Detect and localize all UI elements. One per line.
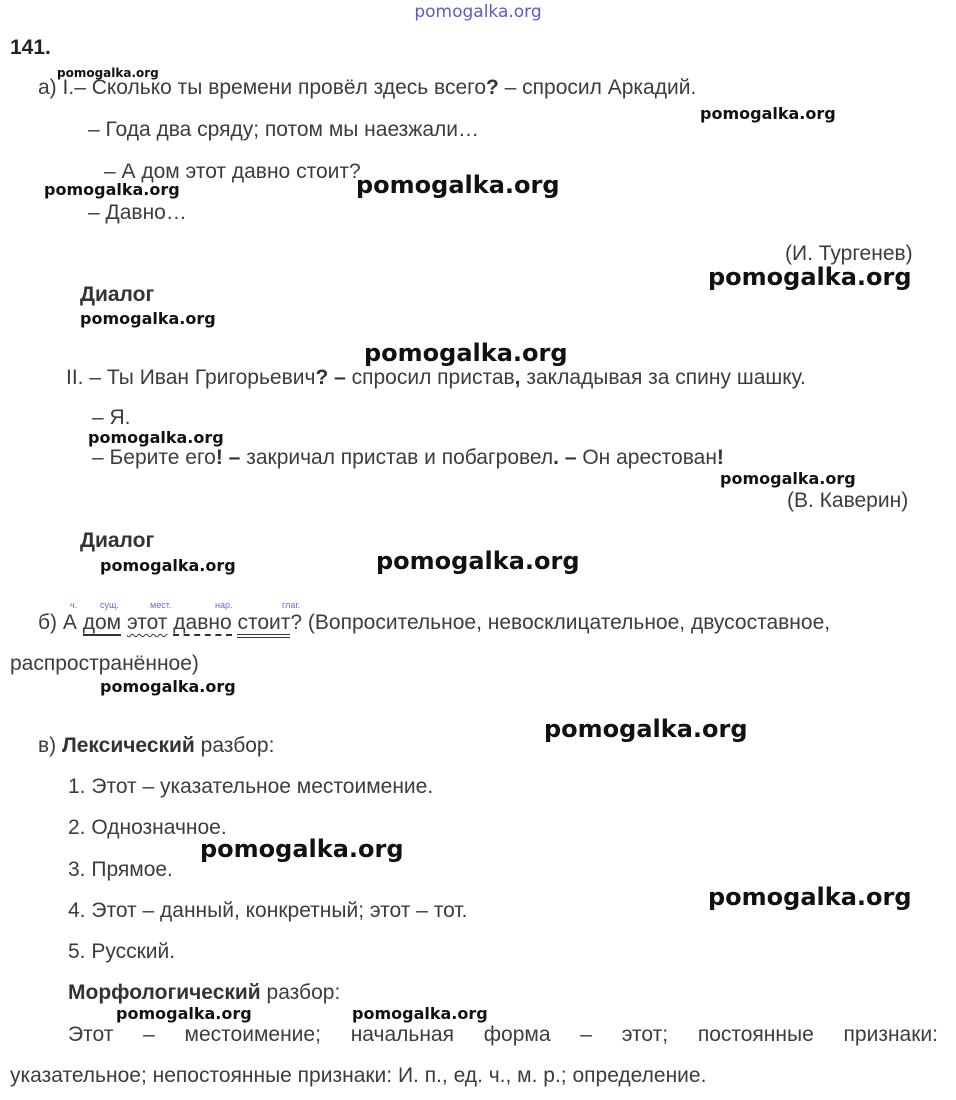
dialog2-line3-b: ! –	[215, 446, 241, 469]
part-b-question: ?	[290, 611, 303, 634]
watermark-6: pomogalka.org	[80, 309, 216, 328]
dialog2-line1	[66, 366, 806, 390]
lexical-title: Лексический	[62, 734, 195, 757]
dialog1-author: (И. Тургенев)	[785, 242, 913, 265]
watermark-9: pomogalka.org	[720, 469, 856, 488]
dialog2-line3-a: – Берите его	[92, 446, 216, 469]
dialog2-line1-a: – Ты Иван Григорьевич	[89, 366, 316, 389]
watermark-14: pomogalka.org	[200, 835, 404, 863]
top-watermark: pomogalka.org	[414, 2, 542, 22]
watermark-1: pomogalka.org	[57, 66, 159, 80]
word-subject: дом	[82, 611, 122, 634]
watermark-15: pomogalka.org	[708, 883, 912, 911]
watermark-10: pomogalka.org	[100, 556, 236, 575]
watermark-8: pomogalka.org	[88, 428, 224, 447]
dialog1-line3: – А дом этот давно стоит?	[104, 160, 361, 183]
pos-label-4: нар.	[215, 600, 233, 610]
dialog1-line1-rest: – спросил Аркадий.	[498, 76, 697, 99]
morph-title: Морфологический	[68, 981, 261, 1004]
word-attribute: этот	[126, 611, 168, 634]
word-predicate: стоит	[237, 611, 290, 638]
watermark-17: pomogalka.org	[352, 1004, 488, 1023]
dialog2-numeral: II.	[66, 366, 84, 389]
dialog2-line2: – Я.	[92, 406, 131, 429]
dialog2-line3	[92, 446, 724, 470]
dialog2-line1-c: ,	[514, 366, 521, 389]
part-b-sentence	[38, 611, 830, 635]
lexical-item-1: 1. Этот – указательное местоимение.	[68, 775, 434, 798]
exercise-number: 141.	[10, 36, 51, 59]
part-a-label: а)	[38, 76, 57, 99]
watermark-16: pomogalka.org	[116, 1004, 252, 1023]
dialog2-line3-e: Он арестован	[576, 446, 717, 469]
lexical-item-4: 4. Этот – данный, конкретный; этот – тот.	[68, 899, 468, 922]
watermark-12: pomogalka.org	[100, 677, 236, 696]
morph-heading	[68, 981, 340, 1005]
dialog2-line3-d: . –	[553, 446, 577, 469]
dialog2-line3-f: !	[716, 446, 724, 469]
dialog2-line1-b: спросил пристав	[345, 366, 515, 389]
lexical-heading	[38, 734, 274, 758]
dialog1-line4: – Давно…	[88, 201, 187, 224]
watermark-11: pomogalka.org	[376, 547, 580, 575]
dialog1-line1-question: ?	[486, 76, 499, 99]
part-b-description: (Вопросительное, невосклицательное, двусоставное,	[302, 611, 831, 634]
part-b-description-line2: распространённое)	[10, 652, 199, 675]
lexical-rest: разбор:	[194, 734, 275, 757]
dialog1-line2: – Года два сряду; потом мы наезжали…	[88, 118, 480, 141]
morph-rest: разбор:	[260, 981, 341, 1004]
word-adverbial: давно	[173, 611, 232, 634]
dialog1-type: Диалог	[80, 283, 155, 306]
part-b-label: б) А	[38, 611, 77, 634]
morph-line-2: указательное; непостоянные признаки: И. п., ед. ч., м. р.; определение.	[10, 1064, 707, 1087]
morph-line-1: Этот – местоимение; начальная форма – этот; постоянные признаки:	[68, 1023, 938, 1046]
pos-label-5: глаг.	[282, 600, 301, 610]
dialog2-line3-c: закричал пристав и побагровел	[240, 446, 554, 469]
watermark-5: pomogalka.org	[708, 263, 912, 291]
dialog2-line1-d: закладывая за спину шашку.	[520, 366, 806, 389]
pos-label-3: мест.	[150, 600, 172, 610]
lexical-item-2: 2. Однозначное.	[68, 816, 227, 839]
lexical-item-5: 5. Русский.	[68, 940, 176, 963]
watermark-4: pomogalka.org	[356, 171, 560, 199]
watermark-13: pomogalka.org	[544, 715, 748, 743]
dialog2-author: (В. Каверин)	[787, 489, 909, 512]
pos-label-1: ч.	[70, 600, 78, 610]
dialog2-type: Диалог	[80, 529, 155, 552]
dialog1-numeral: I.	[62, 76, 75, 99]
watermark-3: pomogalka.org	[44, 180, 180, 199]
pos-label-2: сущ.	[100, 600, 119, 610]
dialog1-line1-text: – Сколько ты времени провёл здесь всего	[74, 76, 486, 99]
dialog2-line1-q: ? –	[315, 366, 346, 389]
watermark-7: pomogalka.org	[364, 339, 568, 367]
watermark-2: pomogalka.org	[700, 104, 836, 123]
lexical-item-3: 3. Прямое.	[68, 858, 173, 881]
part-c-label: в)	[38, 734, 57, 757]
